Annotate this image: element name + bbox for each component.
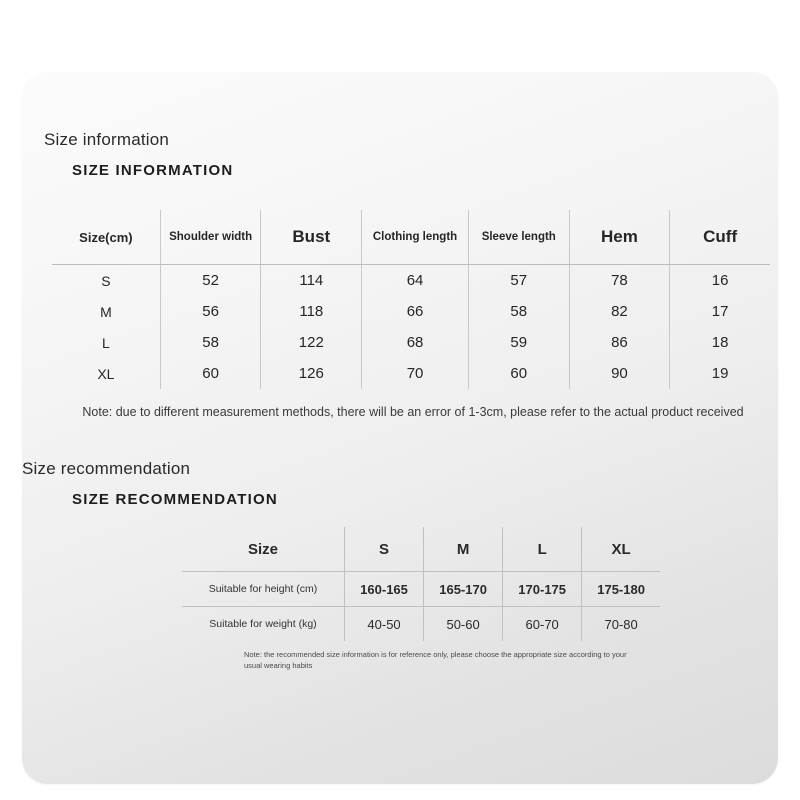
cell-cuff: 18 (711, 334, 729, 351)
cell-cuff: 19 (711, 365, 729, 382)
cell-height-l: 170-175 (503, 572, 582, 607)
column-header-bust: Bust (261, 210, 362, 265)
column-header-shoulder-width: Shoulder width (160, 210, 261, 265)
size-information-title-cn: Size information (44, 130, 170, 149)
cell-size: L (52, 327, 160, 358)
size-recommendation-title-en: SIZE RECOMMENDATION (72, 491, 278, 508)
size-recommendation-table-head (182, 527, 660, 572)
cell-weight-xl: 70-80 (604, 616, 638, 632)
size-recommendation-table (182, 527, 660, 641)
rec-row-label-weight: Suitable for weight (kg) (182, 607, 345, 642)
column-header-cuff: Cuff (670, 210, 770, 265)
cell-hem: 90 (569, 358, 670, 389)
cell-shoulder-width: 56 (160, 296, 261, 327)
size-information-table-body (52, 265, 770, 390)
rec-column-header-s: S (345, 527, 424, 572)
cell-bust: 118 (261, 296, 362, 327)
cell-hem: 86 (569, 327, 670, 358)
table-row (52, 296, 770, 327)
cell-clothing-length: 64 (362, 265, 469, 297)
cell-bust: 126 (261, 358, 362, 389)
cell-height-xl: 175-180 (582, 572, 660, 607)
cell-size: M (52, 296, 160, 327)
cell-shoulder-width: 52 (160, 265, 261, 297)
cell-weight-l: 60-70 (503, 607, 582, 642)
cell-clothing-length: 66 (362, 296, 469, 327)
cell-clothing-length: 70 (362, 358, 469, 389)
size-recommendation-title-cn: Size recommendation (22, 459, 191, 478)
cell-sleeve-length: 60 (468, 358, 569, 389)
size-chart-card (22, 72, 778, 784)
cell-height-s: 160-165 (345, 572, 424, 607)
size-information-title-en: SIZE INFORMATION (72, 162, 234, 179)
cell-hem: 82 (569, 296, 670, 327)
cell-weight-m: 50-60 (424, 607, 503, 642)
size-information-note: Note: due to different measurement methods, there will be an error of 1-3cm, please refer to the actual product received (82, 405, 744, 419)
cell-clothing-length: 68 (362, 327, 469, 358)
cell-size: S (52, 265, 160, 297)
table-row (52, 358, 770, 389)
table-row (182, 572, 660, 607)
column-header-sleeve-length: Sleeve length (468, 210, 569, 265)
table-row (52, 265, 770, 297)
cell-sleeve-length: 57 (468, 265, 569, 297)
cell-bust: 114 (261, 265, 362, 297)
cell-size: XL (52, 358, 160, 389)
cell-bust: 122 (261, 327, 362, 358)
column-header-hem: Hem (569, 210, 670, 265)
cell-weight-s: 40-50 (345, 607, 424, 642)
cell-shoulder-width: 58 (160, 327, 261, 358)
cell-cuff: 17 (711, 303, 729, 320)
size-information-table (52, 210, 770, 389)
rec-column-header-l: L (503, 527, 582, 572)
size-recommendation-note: Note: the recommended size information is for reference only, please choose the appropriate size according to your usual wearing habits (244, 650, 627, 670)
rec-column-header-label: Size (182, 527, 345, 572)
table-row (182, 607, 660, 642)
column-header-size: Size(cm) (52, 210, 160, 265)
cell-hem: 78 (569, 265, 670, 297)
cell-sleeve-length: 59 (468, 327, 569, 358)
cell-cuff: 16 (711, 272, 729, 289)
table-row (52, 327, 770, 358)
size-information-table-head (52, 210, 770, 265)
rec-row-label-height: Suitable for height (cm) (182, 572, 345, 607)
cell-height-m: 165-170 (424, 572, 503, 607)
cell-sleeve-length: 58 (468, 296, 569, 327)
column-header-clothing-length: Clothing length (362, 210, 469, 265)
table-header-row (52, 210, 770, 265)
table-header-row (182, 527, 660, 572)
rec-column-header-m: M (424, 527, 503, 572)
rec-column-header-xl: XL (582, 527, 660, 572)
cell-shoulder-width: 60 (160, 358, 261, 389)
size-recommendation-table-body (182, 572, 660, 642)
